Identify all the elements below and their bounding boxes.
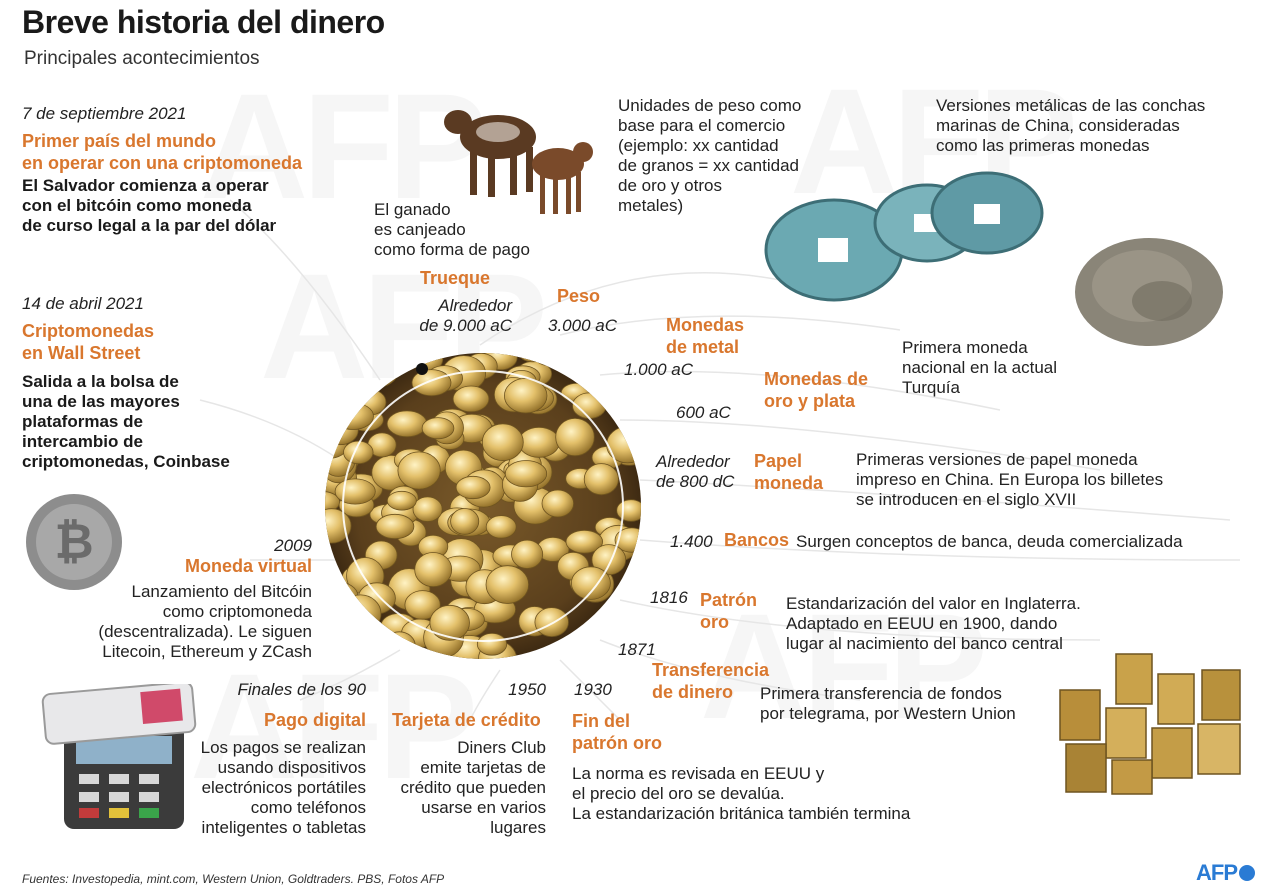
event-date: 7 de septiembre 2021 bbox=[22, 104, 187, 123]
event-description: El Salvador comienza a operar con el bitcóin como moneda de curso legal a la par del dólar bbox=[22, 176, 277, 235]
event-title: Peso bbox=[557, 286, 601, 306]
coin bbox=[575, 634, 609, 662]
coin bbox=[505, 461, 546, 487]
event-date: 1.000 aC bbox=[624, 360, 693, 379]
coin bbox=[330, 388, 360, 413]
coin bbox=[569, 644, 609, 663]
afp-logo-dot-icon bbox=[1239, 865, 1255, 881]
event-description: Estandarización del valor en Inglaterra. Adaptado en EEUU en 1900, dando lugar al nacimiento del banco central bbox=[786, 594, 1081, 653]
event-date: 1950 bbox=[508, 680, 546, 699]
event-title: Papel moneda bbox=[754, 451, 824, 493]
event-title: Trueque bbox=[420, 268, 491, 288]
event-date: 14 de abril 2021 bbox=[22, 294, 144, 313]
coin bbox=[607, 427, 644, 463]
event-title: Monedas de oro y plata bbox=[764, 369, 869, 411]
coin bbox=[359, 645, 394, 662]
coin bbox=[357, 350, 400, 387]
coin bbox=[335, 479, 375, 504]
coin bbox=[387, 491, 416, 510]
coins-circle-image bbox=[322, 350, 644, 662]
coin bbox=[486, 566, 529, 604]
coin bbox=[322, 642, 342, 662]
coin bbox=[412, 370, 451, 396]
coin bbox=[542, 490, 574, 517]
coin bbox=[486, 516, 516, 539]
coin bbox=[430, 605, 470, 640]
coin bbox=[384, 632, 416, 660]
event-description: Versiones metálicas de las conchas marinas de China, consideradas como las primeras monedas bbox=[936, 96, 1206, 155]
event-description: Los pagos se realizan usando dispositivos electrónicos portátiles como teléfonos inteligentes o tabletas bbox=[200, 738, 366, 837]
svg-text:₿: ₿ bbox=[54, 514, 94, 570]
coin bbox=[355, 350, 396, 372]
coin bbox=[535, 608, 569, 637]
coin bbox=[376, 514, 414, 538]
coin bbox=[584, 464, 618, 495]
page-title: Breve historia del dinero bbox=[22, 4, 385, 40]
chinese-coins-image bbox=[762, 168, 1047, 303]
coin bbox=[398, 452, 440, 489]
event-date: Finales de los 90 bbox=[237, 680, 366, 699]
event-title: Transferencia de dinero bbox=[652, 660, 770, 702]
coin bbox=[482, 424, 523, 461]
sources-footer: Fuentes: Investopedia, mint.com, Western Union, Goldtraders. PBS, Fotos AFP bbox=[22, 872, 445, 886]
event-title: Primer país del mundo en operar con una criptomoneda bbox=[22, 131, 303, 173]
event-date: 2009 bbox=[274, 536, 312, 555]
event-description: Primera moneda nacional en la actual Turquía bbox=[902, 338, 1058, 397]
coin bbox=[600, 601, 640, 635]
event-date: 1930 bbox=[574, 680, 612, 699]
event-date: Alrededor de 800 dC bbox=[656, 452, 735, 491]
event-title: Criptomonedas en Wall Street bbox=[22, 321, 155, 363]
event-date: 1.400 bbox=[670, 532, 713, 551]
coin bbox=[618, 618, 644, 639]
event-date: Alrededor de 9.000 aC bbox=[419, 296, 512, 335]
coin bbox=[519, 427, 560, 457]
event-title: Pago digital bbox=[263, 710, 366, 730]
event-title: Tarjeta de crédito bbox=[392, 710, 541, 730]
event-title: Bancos bbox=[724, 530, 790, 550]
afp-logo: AFP bbox=[1196, 860, 1255, 886]
coin bbox=[345, 350, 385, 373]
event-title: Patrón oro bbox=[700, 590, 758, 632]
coin bbox=[415, 553, 452, 587]
coin bbox=[456, 476, 490, 498]
coin bbox=[512, 540, 543, 568]
bitcoin-image bbox=[22, 492, 126, 592]
event-description: Diners Club emite tarjetas de crédito que pueden usarse en varios lugares bbox=[400, 738, 546, 837]
event-description: Primera transferencia de fondos por telegrama, por Western Union bbox=[760, 684, 1016, 723]
coin bbox=[333, 403, 374, 430]
coin bbox=[477, 633, 506, 655]
event-description: Lanzamiento del Bitcóin como criptomoneda (descentralizada). Le siguen Litecoin, Ethereum y ZCash bbox=[98, 582, 312, 661]
turkish-coin-image bbox=[1072, 236, 1227, 348]
event-title: Fin del patrón oro bbox=[572, 711, 662, 753]
coin bbox=[332, 616, 361, 634]
coin bbox=[322, 416, 341, 438]
coin bbox=[403, 653, 431, 662]
coin bbox=[451, 509, 479, 535]
event-description: El ganado es canjeado como forma de pago bbox=[374, 200, 530, 259]
coin bbox=[617, 500, 644, 522]
coin bbox=[387, 411, 427, 437]
coin bbox=[612, 584, 644, 614]
event-description: Surgen conceptos de banca, deuda comercializada bbox=[796, 532, 1183, 551]
coin bbox=[340, 595, 381, 633]
event-description: La norma es revisada en EEUU y el precio del oro se devalúa. La estandarización británica también termina bbox=[572, 764, 911, 823]
event-title: Monedas de metal bbox=[666, 315, 745, 357]
coin bbox=[413, 497, 442, 522]
gold-bars-image bbox=[1056, 650, 1256, 798]
page-subtitle: Principales acontecimientos bbox=[24, 48, 260, 69]
coin bbox=[333, 384, 363, 406]
event-description: Salida a la bolsa de una de las mayores plataformas de intercambio de criptomonedas, Coinbase bbox=[22, 372, 230, 471]
event-date: 3.000 aC bbox=[548, 316, 617, 335]
coin bbox=[422, 418, 454, 439]
coin bbox=[362, 353, 391, 371]
event-title: Moneda virtual bbox=[184, 556, 312, 576]
coin bbox=[322, 381, 350, 416]
event-date: 1816 bbox=[650, 588, 688, 607]
event-description: Primeras versiones de papel moneda impreso en China. En Europa los billetes se introducen en el siglo XVII bbox=[856, 450, 1164, 509]
coin bbox=[453, 386, 489, 412]
event-date: 600 aC bbox=[676, 403, 731, 422]
event-date: 1871 bbox=[618, 640, 656, 659]
event-description: Unidades de peso como base para el comercio (ejemplo: xx cantidad de granos = xx cantidad de oro y otros metales) bbox=[618, 96, 802, 215]
coin bbox=[556, 418, 595, 455]
